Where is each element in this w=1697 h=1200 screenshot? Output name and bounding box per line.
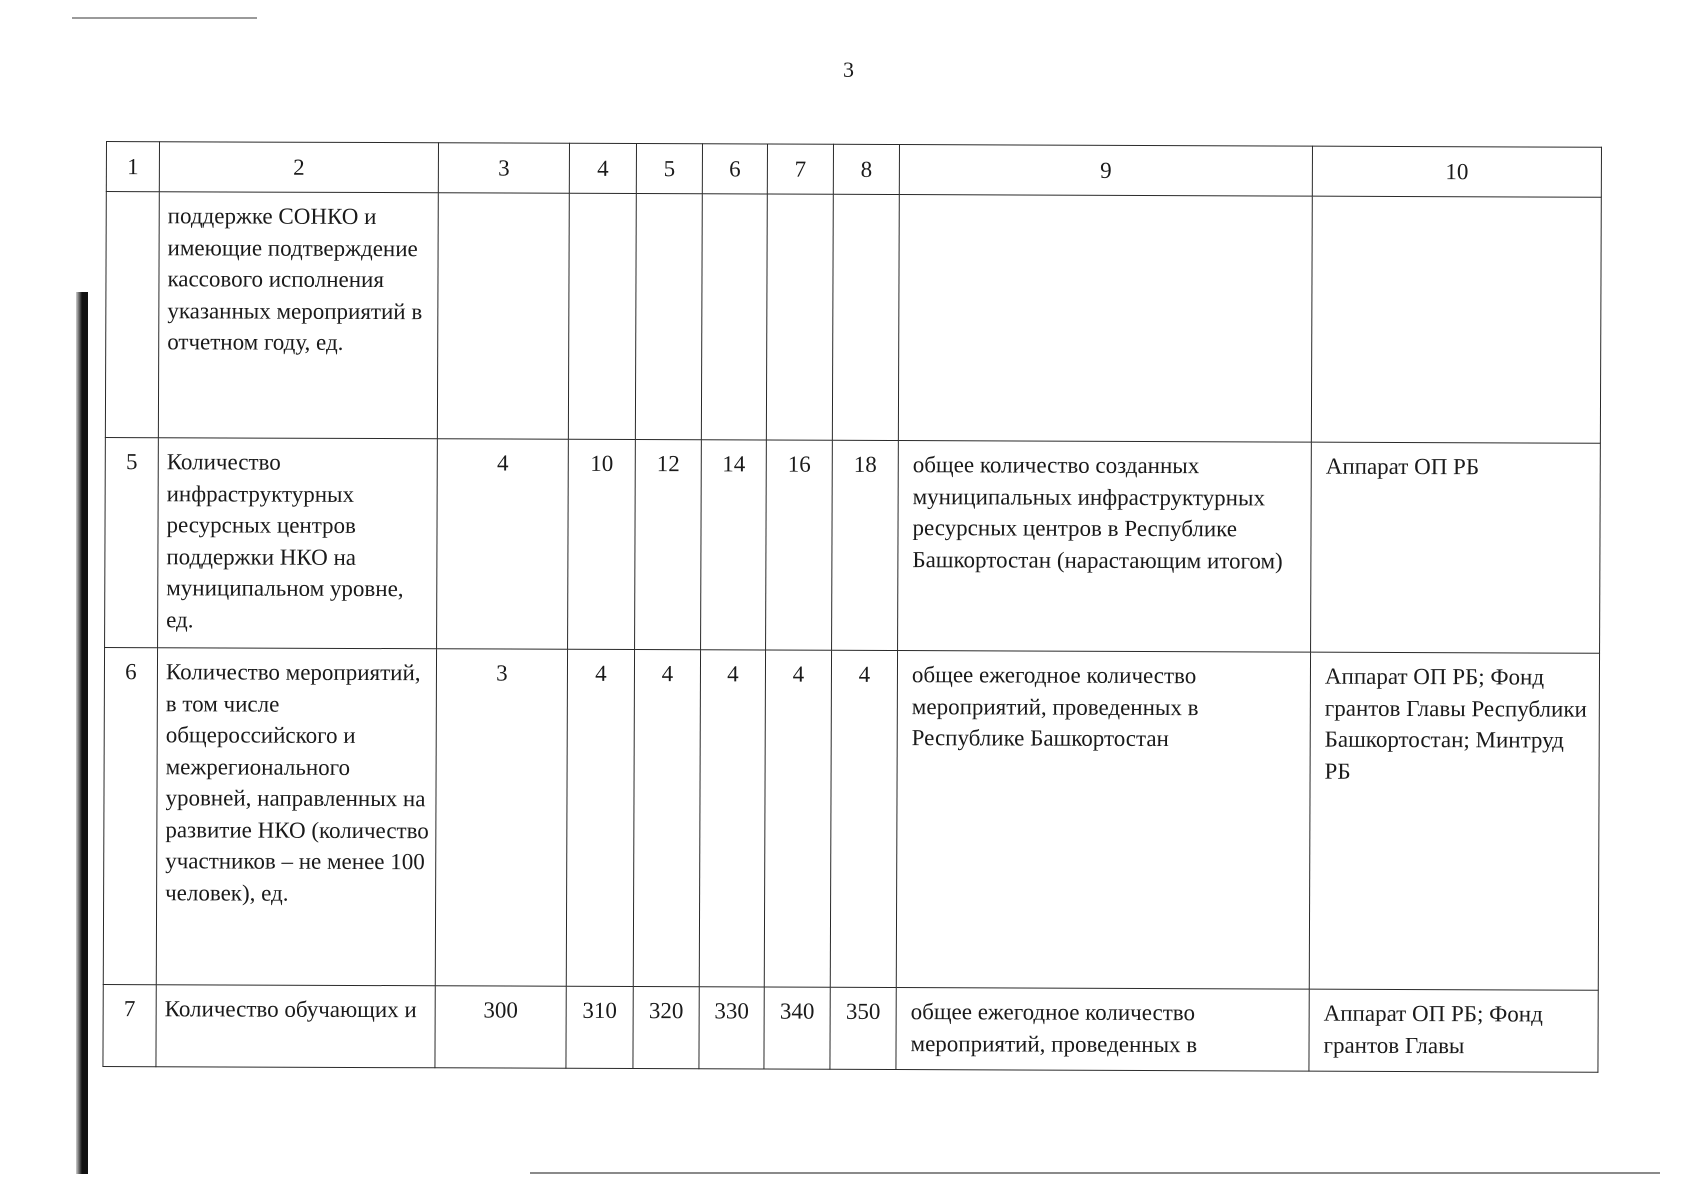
header-cell-7: 7 [767,144,833,194]
row-number: 5 [105,437,159,647]
value-col-4: 4 [566,649,634,986]
header-cell-8: 8 [833,144,899,194]
value-col-5: 320 [633,987,699,1069]
value-col-7 [766,194,833,440]
value-col-6: 330 [699,987,764,1069]
row-number [105,192,159,438]
indicator-name: Количество мероприятий, в том числе общероссийского и межрегионального уровней, направленных на развитие НКО (количество участников – не менее 100 человек), ед. [156,648,436,986]
value-col-5: 4 [633,650,700,987]
value-col-4 [568,193,636,439]
responsible-party: Аппарат ОП РБ; Фонд грантов Главы Республики Башкортостан; Минтруд РБ [1309,652,1599,990]
header-cell-9: 9 [899,145,1312,197]
value-col-7: 340 [764,987,830,1069]
table-row [103,984,1598,1072]
calculation-method [898,195,1312,443]
value-col-7: 4 [764,650,831,987]
table-row [103,647,1599,990]
scan-edge-left [76,292,88,1174]
calculation-method: общее ежегодное количество мероприятий, проведенных в Республике Башкортостан [896,651,1310,990]
indicator-name: Количество обучающих и [156,985,435,1068]
responsible-party: Аппарат ОП РБ [1311,442,1601,653]
value-col-8: 350 [830,987,896,1069]
indicator-name: Количество инфраструктурных ресурсных центров поддержки НКО на муниципальном уровне, ед. [158,438,438,649]
value-col-4: 310 [566,986,633,1068]
table-row [105,437,1601,653]
row-number: 7 [103,984,156,1066]
scan-edge-bottom [530,1172,1660,1174]
header-cell-4: 4 [569,143,636,193]
table-row [105,192,1601,444]
value-col-5 [635,194,702,440]
value-col-3: 3 [435,649,567,987]
value-col-7: 16 [766,440,833,650]
value-col-8: 18 [832,440,899,650]
value-col-3 [437,193,569,440]
value-col-6: 14 [701,440,767,650]
page-number: 3 [843,57,854,82]
calculation-method: общее ежегодное количество мероприятий, проведенных в [896,988,1309,1072]
responsible-party: Аппарат ОП РБ; Фонд грантов Главы [1309,989,1598,1072]
scan-edge-top [72,17,257,19]
header-cell-6: 6 [702,144,767,194]
value-col-6 [701,194,767,440]
responsible-party [1311,196,1601,443]
indicators-table [102,141,1602,1073]
header-cell-5: 5 [636,144,702,194]
header-row [106,142,1601,198]
header-cell-10: 10 [1312,146,1601,197]
value-col-3: 4 [437,439,569,650]
value-col-6: 4 [699,650,765,987]
indicator-name: поддержке СОНКО и имеющие подтверждение кассового исполнения указанных мероприятий в отчетном году, ед. [158,192,438,439]
header-cell-2: 2 [159,142,438,193]
value-col-8: 4 [830,650,897,987]
calculation-method: общее количество созданных муниципальных инфраструктурных ресурсных центров в Республике Башкортостан (нарастающим итогом) [898,441,1312,653]
header-cell-3: 3 [438,143,569,194]
row-number: 6 [103,647,157,984]
value-col-3: 300 [435,986,566,1069]
value-col-4: 10 [568,439,636,649]
value-col-5: 12 [635,440,702,650]
header-cell-1: 1 [106,142,159,192]
value-col-8 [832,194,899,440]
